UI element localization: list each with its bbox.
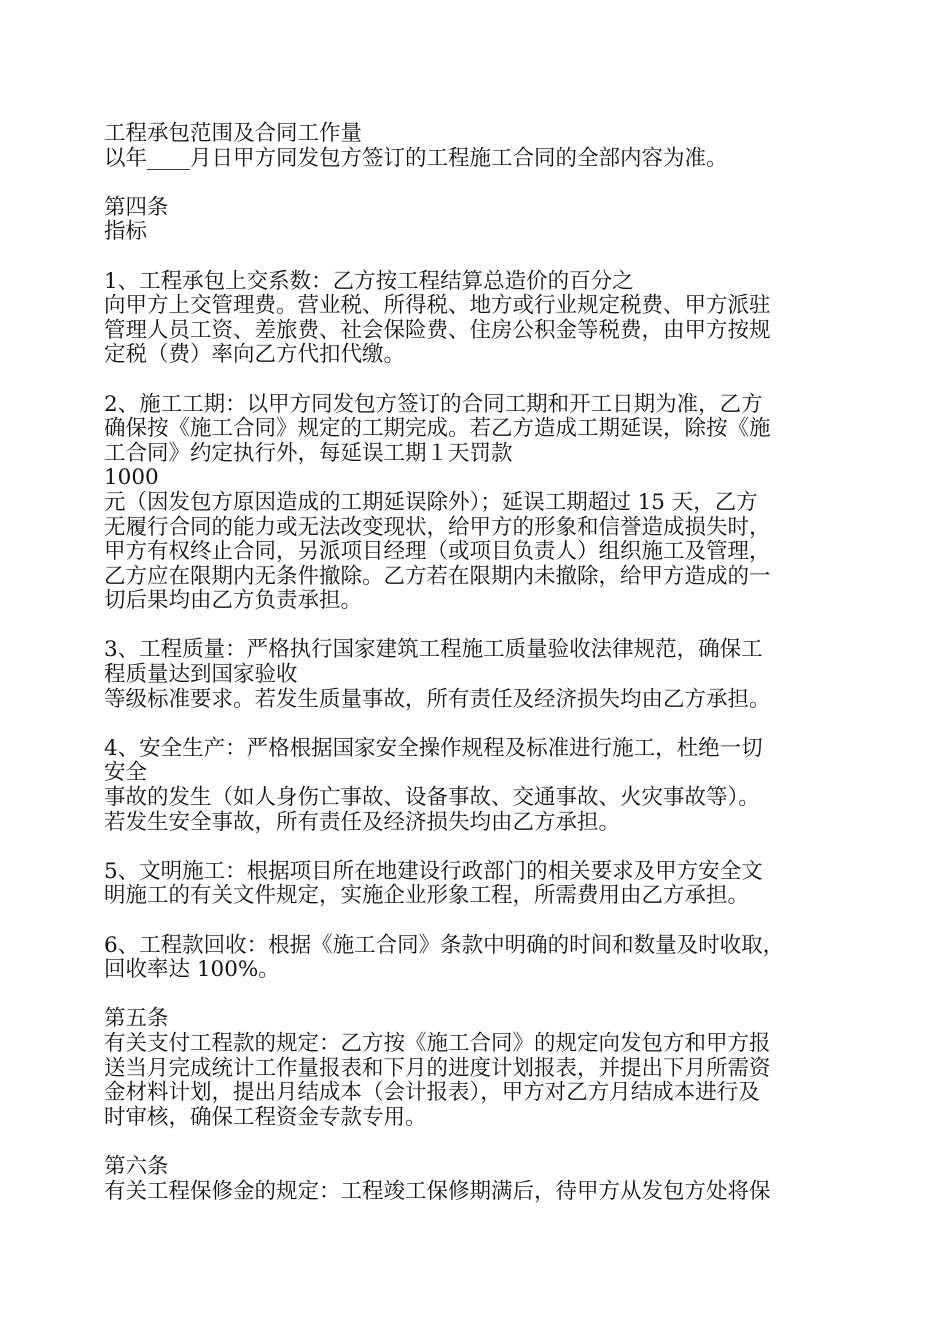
article-subheading: 指标 [104,219,148,245]
paragraph-line: 工合同》约定执行外，每延误工期１天罚款 [104,440,513,466]
paragraph-line: 向甲方上交管理费。营业税、所得税、地方或行业规定税费、甲方派驻 [104,293,771,319]
article-heading: 第六条 [104,1153,169,1179]
paragraph-line: 3、工程质量：严格执行国家建筑工程施工质量验收法律规范，确保工 [104,637,763,663]
paragraph-line: 无履行合同的能力或无法改变现状，给甲方的形象和信誉造成损失时， [104,514,771,540]
paragraph-line: 1、工程承包上交系数：乙方按工程结算总造价的百分之 [104,268,634,294]
blank-line [104,368,856,393]
paragraph-line: 事故的发生（如人身伤亡事故、设备事故、交通事故、火灾事故等）。 [104,785,760,811]
paragraph-line: 4、安全生产：严格根据国家安全操作规程及标准进行施工，杜绝一切 [104,735,763,761]
blank-line [104,983,856,1008]
blank-line [104,712,856,737]
paragraph-line: 回收率达 100%。 [104,957,280,983]
document-page [104,122,856,1204]
paragraph-line: 以年____月日甲方同发包方签订的工程施工合同的全部内容为准。 [104,145,728,171]
paragraph-line: 6、工程款回收：根据《施工合同》条款中明确的时间和数量及时收取， [104,932,785,958]
paragraph-line: 时审核，确保工程资金专款专用。 [104,1104,427,1130]
paragraph-line: 若发生安全事故，所有责任及经济损失均由乙方承担。 [104,809,621,835]
article-heading: 第五条 [104,1006,169,1032]
paragraph-line: 安全 [104,760,148,786]
section-heading: 工程承包范围及合同工作量 [104,121,363,146]
paragraph-line: 5、文明施工：根据项目所在地建设行政部门的相关要求及甲方安全文 [104,858,763,884]
blank-line [104,909,856,934]
blank-line [104,614,856,639]
paragraph-line: 切后果均由乙方负责承担。 [104,588,363,614]
paragraph-line: 有关支付工程款的规定：乙方按《施工合同》的规定向发包方和甲方报 [104,1030,771,1056]
paragraph-line: 乙方应在限期内无条件撤除。乙方若在限期内未撤除，给甲方造成的一 [104,563,771,589]
blank-line [104,171,856,196]
paragraph-line: 金材料计划，提出月结成本（会计报表），甲方对乙方月结成本进行及 [104,1080,760,1106]
paragraph-line: 甲方有权终止合同，另派项目经理（或项目负责人）组织施工及管理， [104,539,771,565]
paragraph-line: 等级标准要求。若发生质量事故，所有责任及经济损失均由乙方承担。 [104,686,771,712]
paragraph-line: 明施工的有关文件规定，实施企业形象工程，所需费用由乙方承担。 [104,883,750,909]
paragraph-line: 1000 [104,465,159,491]
paragraph-line: 管理人员工资、差旅费、社会保险费、住房公积金等税费，由甲方按规 [104,317,771,343]
paragraph-line: 确保按《施工合同》规定的工期完成。若乙方造成工期延误，除按《施 [104,416,771,442]
paragraph-line: 送当月完成统计工作量报表和下月的进度计划报表，并提出下月所需资 [104,1055,771,1081]
paragraph-line: 2、施工工期：以甲方同发包方签订的合同工期和开工日期为准，乙方 [104,391,763,417]
paragraph-line: 元（因发包方原因造成的工期延误除外）；延误工期超过 15 天，乙方 [104,489,758,515]
paragraph-line: 有关工程保修金的规定：工程竣工保修期满后，待甲方从发包方处将保 [104,1178,771,1204]
blank-line [104,245,856,270]
paragraph-line: 程质量达到国家验收 [104,662,298,688]
blank-line [104,835,856,860]
paragraph-line: 定税（费）率向乙方代扣代缴。 [104,342,406,368]
blank-line [104,1130,856,1155]
article-heading: 第四条 [104,194,169,220]
